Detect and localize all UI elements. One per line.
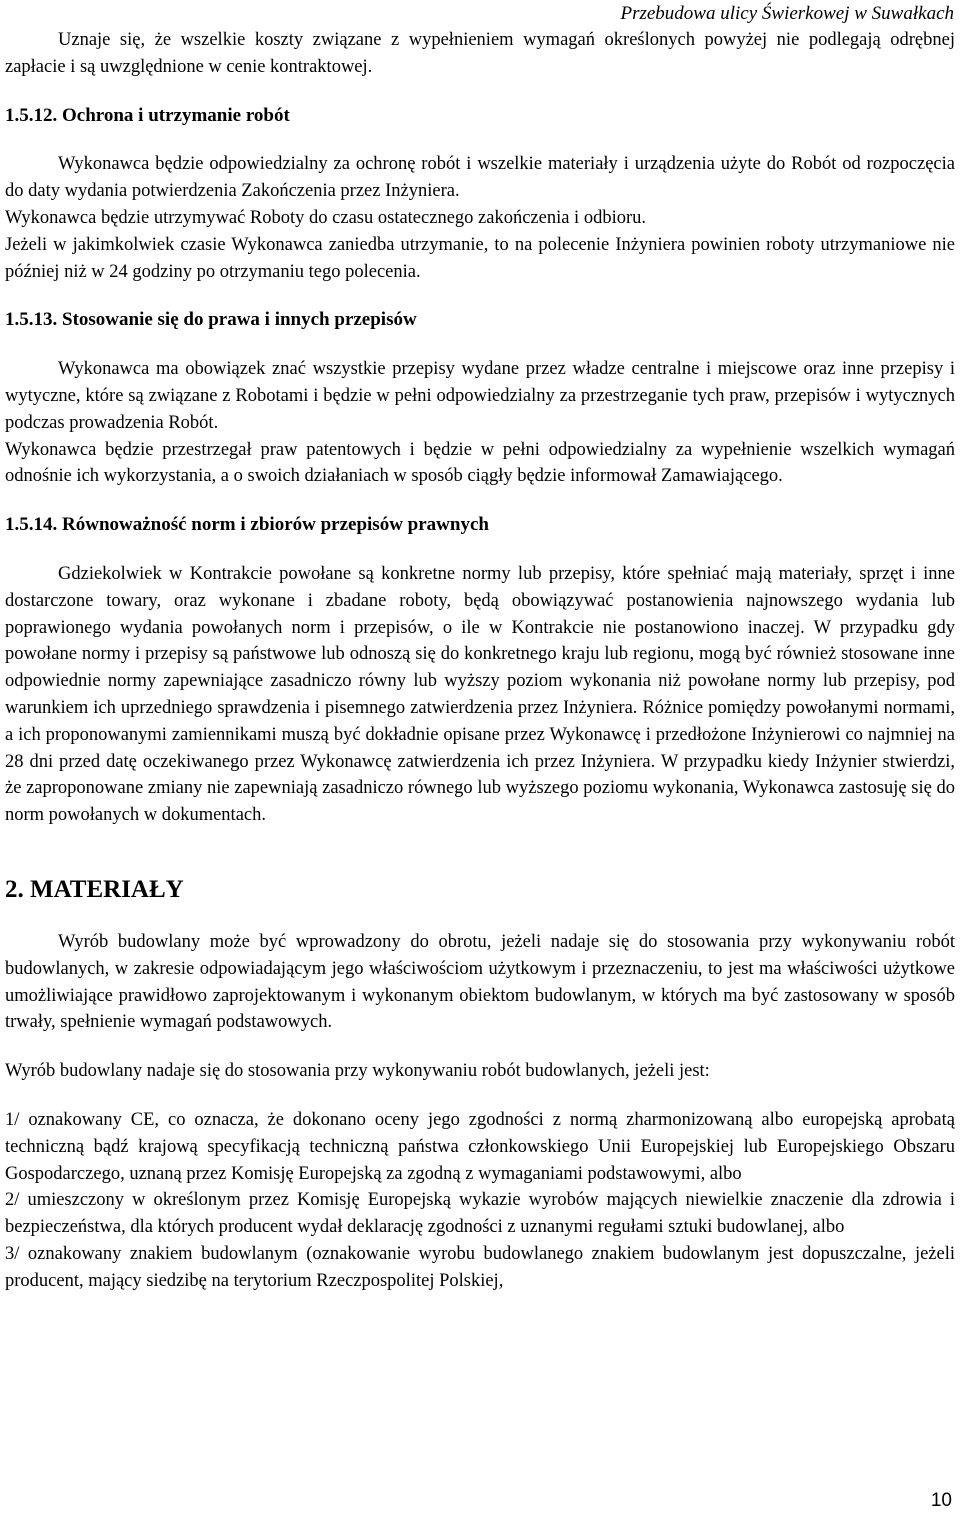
section-heading-1-5-12: 1.5.12. Ochrona i utrzymanie robót <box>5 104 290 126</box>
page-number: 10 <box>930 1490 952 1511</box>
paragraph: Wykonawca będzie utrzymywać Roboty do czasu ostatecznego zakończenia i odbioru. <box>5 207 646 228</box>
paragraph: Wykonawca będzie odpowiedzialny za ochronę robót i wszelkie materiały i urządzenia użyte do Robót od rozpoczęcia do daty wydania potwierdzenia Zakończenia przez Inżyniera. <box>5 154 955 202</box>
paragraph: Wyrób budowlany nadaje się do stosowania przy wykonywaniu robót budowlanych, jeżeli jest: <box>5 1061 710 1082</box>
paragraph: Jeżeli w jakimkolwiek czasie Wykonawca zaniedba utrzymanie, to na polecenie Inżyniera powinien roboty utrzymaniowe nie później niż w 24 godziny po otrzymaniu tego polecenia. <box>5 234 955 282</box>
paragraph: Wykonawca będzie przestrzegał praw patentowych i będzie w pełni odpowiedzialny za wypełnienie wszelkich wymagań odnośnie ich wykorzystania, a o swoich działaniach w sposób ciągły będzie informował Zamawiającego. <box>5 439 955 487</box>
chapter-heading-materialy: 2. MATERIAŁY <box>5 875 184 903</box>
list-item: 2/ umieszczony w określonym przez Komisję Europejską wykazie wyrobów mających niewielkie znaczenie dla zdrowia i bezpieczeństwa, dla których producent wydał deklarację zgodności z uznanymi regułami sztuki budowlanej, albo <box>5 1190 955 1238</box>
paragraph: Gdziekolwiek w Kontrakcie powołane są konkretne normy lub przepisy, które spełniać mają materiały, sprzęt i inne dostarczone towary, oraz wykonane i zbadane roboty, będą obowiązywać postanowienia najnowszego wydania lub poprawionego wydania powołanych norm i przepisów, o ile w Kontrakcie nie postanowiono inaczej. W przypadku gdy powołane normy i przepisy są państwowe lub odnoszą się do konkretnego kraju lub regionu, mogą być również stosowane inne odpowiednie normy zapewniające zasadniczo równy lub wyższy poziom wykonania niż powołane normy lub przepisy, pod warunkiem ich uprzedniego sprawdzenia i pisemnego zatwierdzenia przez Inżyniera. Różnice pomiędzy powołanymi normami, a ich proponowanymi zamiennikami muszą być dokładnie opisane przez Wykonawcę i przedłożone Inżynierowi co najmniej na 28 dni przed datę oczekiwanego przez Wykonawcę zatwierdzenia ich przez Inżyniera. W przypadku kiedy Inżynier stwierdzi, że zaproponowane zmiany nie zapewniają zasadniczo równego lub wyższego poziomu wykonania, Wykonawca zastosuję się do norm powołanych w dokumentach. <box>5 563 955 826</box>
section-heading-1-5-14: 1.5.14. Równoważność norm i zbiorów przepisów prawnych <box>5 514 489 536</box>
intro-paragraph: Uznaje się, że wszelkie koszty związane z wypełnieniem wymagań określonych powyżej nie podlegają odrębnej zapłacie i są uwzględnione w cenie kontraktowej. <box>5 30 955 77</box>
paragraph: Wyrób budowlany może być wprowadzony do obrotu, jeżeli nadaje się do stosowania przy wykonywaniu robót budowlanych, w zakresie odpowiadającym jego właściwościom użytkowym i przeznaczeniu, to jest ma właściwości użytkowe umożliwiające prawidłowo zaprojektowanym i wykonanym obiektom budowlanym, w których ma być zastosowany w sposób trwały, spełnienie wymagań podstawowych. <box>5 931 955 1033</box>
running-header: Przebudowa ulicy Świerkowej w Suwałkach <box>620 3 954 24</box>
document-body <box>5 27 955 1294</box>
list-item: 1/ oznakowany CE, co oznacza, że dokonano oceny jego zgodności z normą zharmonizowaną albo europejską aprobatą techniczną bądź krajową specyfikacją techniczną państwa członkowskiego Unii Europejskiej lub Europejskiego Obszaru Gospodarczego, uznaną przez Komisję Europejską za zgodną z wymaganiami podstawowymi, albo <box>5 1109 955 1184</box>
section-heading-1-5-13: 1.5.13. Stosowanie się do prawa i innych przepisów <box>5 309 417 331</box>
paragraph: Wykonawca ma obowiązek znać wszystkie przepisy wydane przez władze centralne i miejscowe oraz inne przepisy i wytyczne, które są związane z Robotami i będzie w pełni odpowiedzialny za przestrzeganie tych praw, przepisów i wytycznych podczas prowadzenia Robót. <box>5 359 955 433</box>
list-item: 3/ oznakowany znakiem budowlanym (oznakowanie wyrobu budowlanego znakiem budowlanym jest dopuszczalne, jeżeli producent, mający siedzibę na terytorium Rzeczpospolitej Polskiej, <box>5 1243 955 1291</box>
